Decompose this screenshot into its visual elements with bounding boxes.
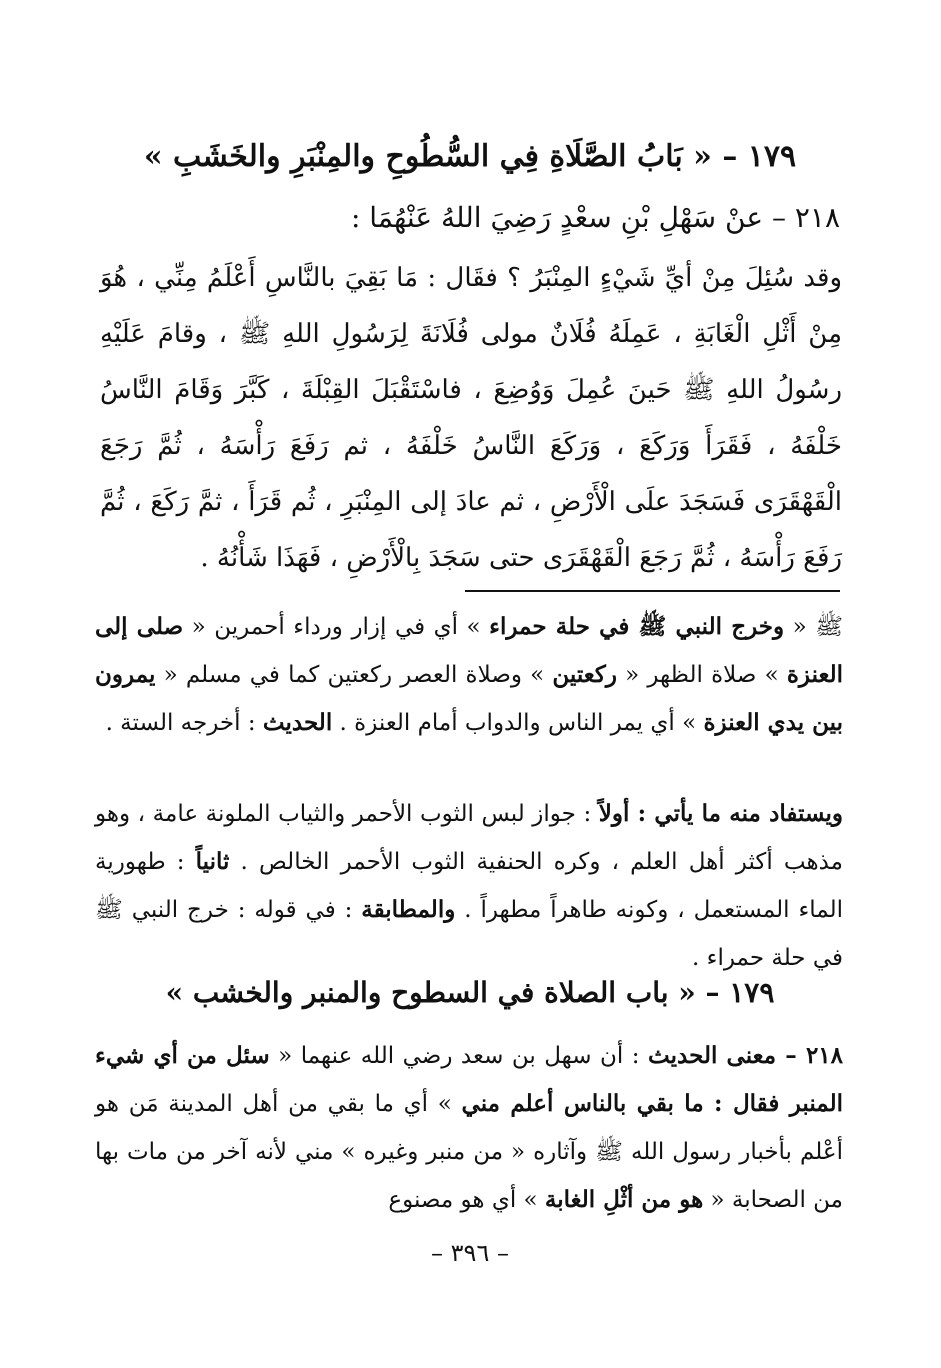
meaning-text: : أن سهل بن سعد رضي الله عنهما « xyxy=(269,1043,649,1069)
hadith-text: وقد سُئِلَ مِنْ أيِّ شَيْءٍ المِنْبَرُ ؟ فقَال : مَا بَقِيَ بالنَّاسِ أَعْلَمُ مِنِّي ، هُوَ مِنْ أَثْلِ الْغَابَةِ ، عَمِلَهُ فُلَانٌ مولى فُلَانَةَ لِرَسُولِ اللهِ ﷺ ، وقامَ عَلَيْهِ رسُولُ اللهِ ﷺ حَينَ عُمِلَ وَوُضِعَ ، فاسْتَقْبَلَ القِبْلَةَ ، كَبَّرَ وَقَامَ النَّاسُ خَلْفَهُ ، فَقَرَأَ وَرَكَعَ ، وَرَكَعَ النَّاسُ خَلْفَهُ ، ثم رَفَعَ رَأْسَهُ ، ثُمَّ رَجَعَ الْقَهْقَرَى فَسَجَدَ علَى الْأَرْضِ ، ثم عادَ إلى المِنْبَرِ ، ثُم قَرَأَ ، ثمَّ رَكَعَ ، ثُمَّ رَفَعَ رَأْسَهُ ، ثُمَّ رَجَعَ الْقَهْقَرَى حتى سَجَدَ بِالْأَرْضِ ، فَهَذَا شَأْنُهُ . xyxy=(100,263,842,573)
commentary-text: » وصلاة العصر ركعتين كما في مسلم « xyxy=(155,662,553,688)
benefits-text: : جواز لبس الثوب الأحمر والثياب الملونة عامة ، وهو مذهب أكثر أهل العلم ، وكره الحنفية الثوب الأحمر الخالص . xyxy=(95,801,844,875)
hadith-heading: ٢١٨ – عنْ سَهْلِ بْنِ سعْدٍ رَضِيَ اللهُ عَنْهُمَا : xyxy=(350,201,840,234)
chapter-title: ١٧٩ – « بَابُ الصَّلَاةِ فِي السُّطُوحِ والمِنْبَرِ والخَشَبِ » xyxy=(143,139,797,174)
commentary-text: : أخرجه الستة . xyxy=(105,710,263,736)
commentary-text: » أي في إزار ورداء أحمرين « xyxy=(183,614,490,640)
benefits-label: ويستفاد منه ما يأتي : أولاً xyxy=(598,800,843,827)
page-number: – ٣٩٦ – xyxy=(431,1239,509,1267)
chapter-title-commentary: ١٧٩ – « باب الصلاة في السطوح والمنبر والخشب » xyxy=(165,976,775,1009)
commentary-text: » أي يمر الناس والدواب أمام العنزة . xyxy=(332,710,704,736)
meaning-quote: هو من أثْلِ الغابة xyxy=(544,1186,704,1213)
meaning-label: ٢١٨ – معنى الحديث xyxy=(648,1042,843,1069)
benefits-label: والمطابقة xyxy=(361,896,456,923)
commentary-quote: يمرون بين يدي العنزة xyxy=(95,661,843,736)
meaning-text: » أي ما بقي من أهل المدينة مَن هو أعْلم بأخبار رسول الله ﷺ وآثاره « من منبر وغيره » مني لأنه آخر من مات بها من الصحابة « xyxy=(95,1091,843,1213)
benefits-label: ثانياً xyxy=(195,848,230,875)
benefits-text: : طهورية الماء المستعمل ، وكونه طاهراً مطهراً . xyxy=(95,849,843,923)
benefits-text: : في قوله : خرج النبي ﷺ في حلة حمراء . xyxy=(95,897,843,971)
meaning-text: » أي هو مصنوع xyxy=(388,1187,545,1213)
meaning-quote: سئل من أي شيء المنبر فقال : ما بقي بالناس أعلم مني xyxy=(95,1042,843,1117)
benefits-paragraph xyxy=(95,790,843,982)
commentary-quote: وخرج النبي ﷺ في حلة حمراء xyxy=(489,613,785,640)
commentary-text: » صلاة الظهر « xyxy=(616,662,787,688)
footnote-divider xyxy=(465,590,840,592)
previous-chapter-commentary xyxy=(95,603,843,747)
commentary-label: الحديث xyxy=(262,709,333,736)
hadith-meaning-paragraph xyxy=(95,1032,843,1224)
commentary-text: ﷺ « xyxy=(784,614,843,640)
commentary-quote: صلى إلى العنزة xyxy=(95,613,844,688)
commentary-quote: ركعتين xyxy=(552,661,617,688)
